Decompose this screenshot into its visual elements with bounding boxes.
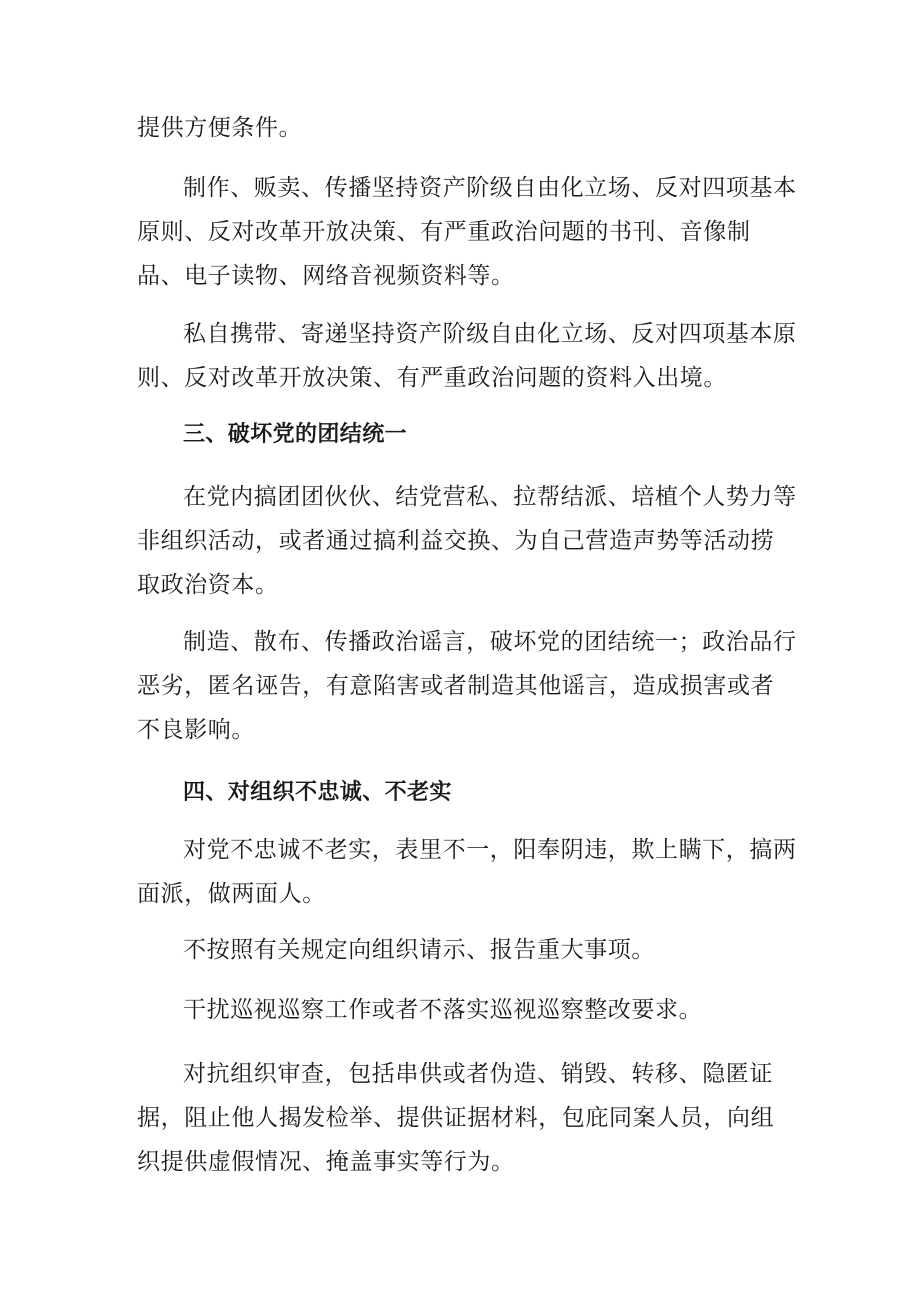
paragraph-carrying-materials: 私自携带、寄递坚持资产阶级自由化立场、反对四项基本原则、反对改革开放决策、有严重政治问题的资料入出境。 bbox=[137, 321, 797, 391]
section-heading-4: 四、对组织不忠诚、不老实 bbox=[183, 780, 452, 805]
paragraph-continuation: 提供方便条件。 bbox=[137, 115, 303, 141]
paragraph-factions: 在党内搞团团伙伙、结党营私、拉帮结派、培植个人势力等非组织活动，或者通过搞利益交换、为自己营造声势等活动捞取政治资本。 bbox=[137, 484, 797, 598]
paragraph-inspection: 干扰巡视巡察工作或者不落实巡视巡察整改要求。 bbox=[183, 997, 703, 1023]
paragraph-production-dissemination: 制作、贩卖、传播坚持资产阶级自由化立场、反对四项基本原则、反对改革开放决策、有严重政治问题的书刊、音像制品、电子读物、网络音视频资料等。 bbox=[137, 175, 797, 289]
paragraph-dishonesty: 对党不忠诚不老实，表里不一，阳奉阴违，欺上瞒下，搞两面派，做两面人。 bbox=[137, 837, 797, 907]
section-heading-3: 三、破坏党的团结统一 bbox=[183, 422, 408, 447]
paragraph-reporting: 不按照有关规定向组织请示、报告重大事项。 bbox=[183, 937, 655, 963]
paragraph-obstruction: 对抗组织审查，包括串供或者伪造、销毁、转移、隐匿证据，阻止他人揭发检举、提供证据材料，包庇同案人员，向组织提供虚假情况、掩盖事实等行为。 bbox=[137, 1061, 775, 1175]
paragraph-rumors: 制造、散布、传播政治谣言，破坏党的团结统一；政治品行恶劣，匿名诬告，有意陷害或者制造其他谣言，造成损害或者不良影响。 bbox=[137, 629, 797, 743]
